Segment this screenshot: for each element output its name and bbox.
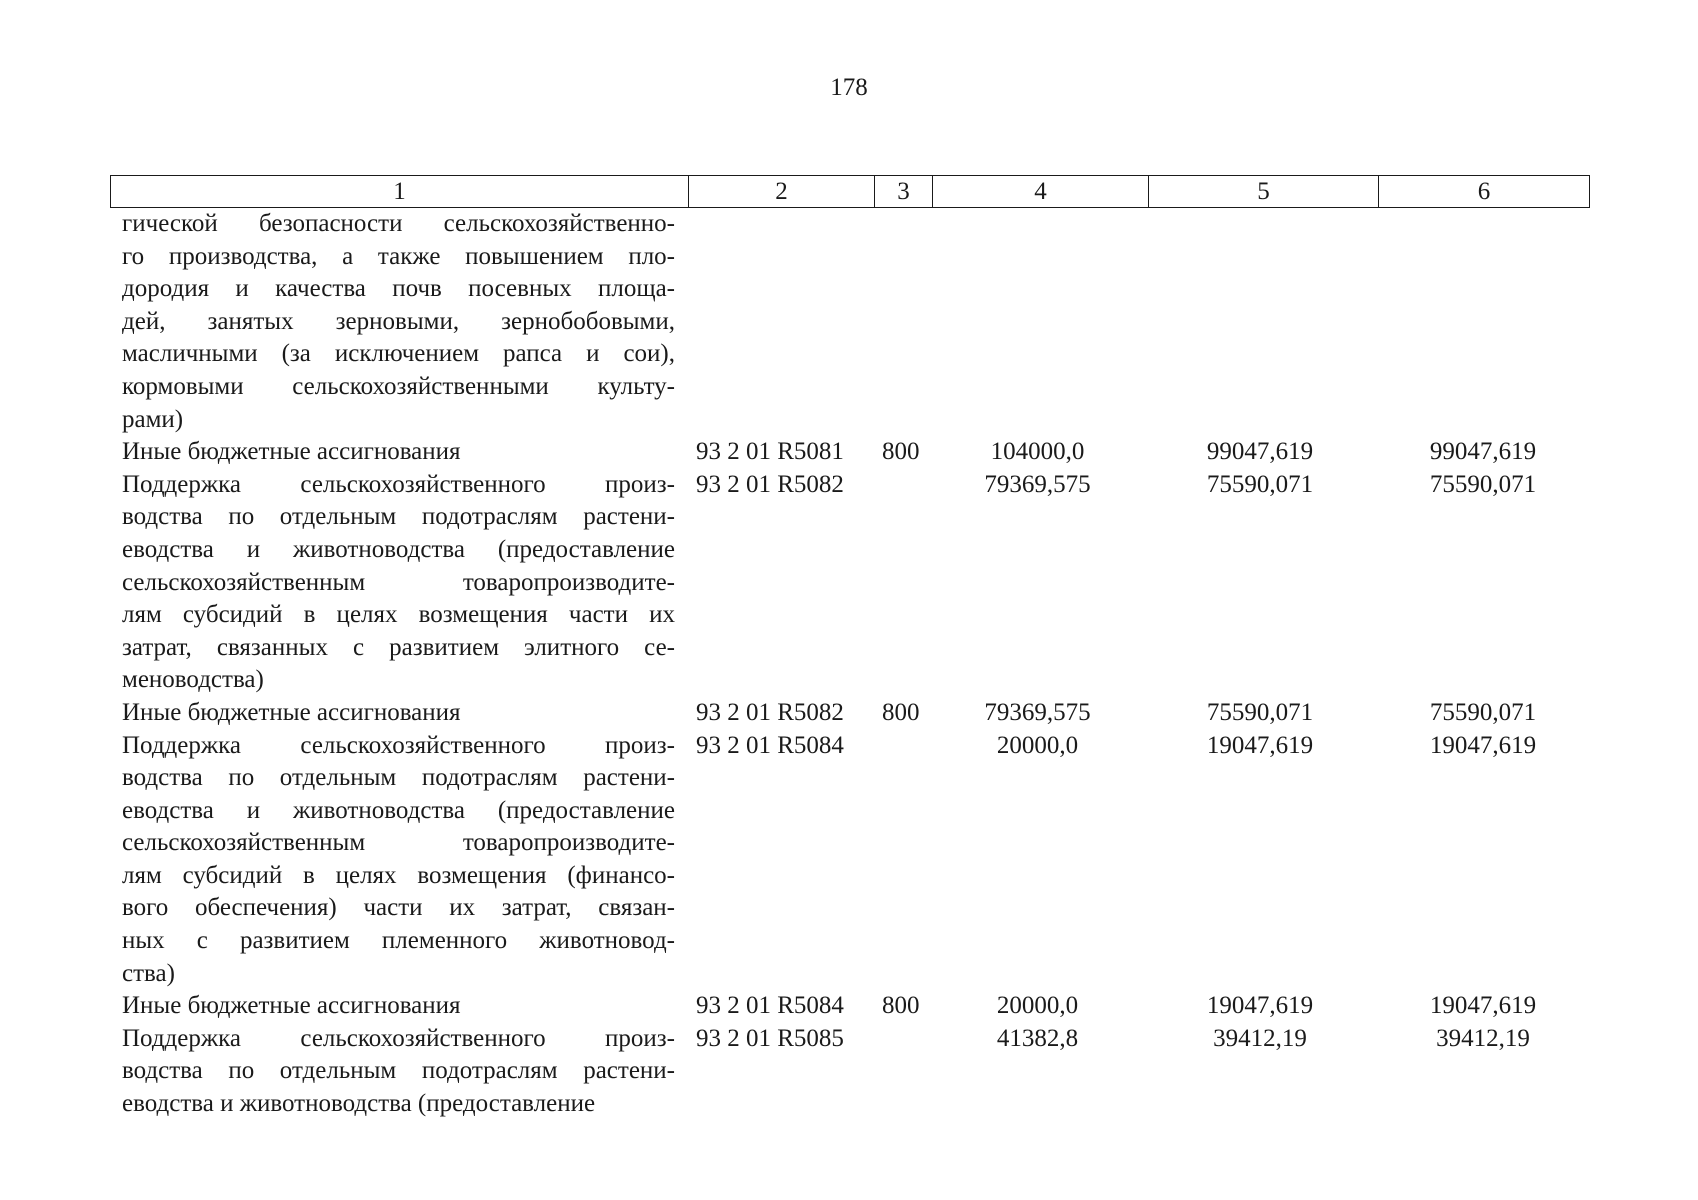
row-code: 93 2 01 R5082	[696, 470, 844, 498]
description-line: ных с развитием племенного животновод-	[122, 927, 675, 955]
row-value-col5: 19047,619	[1206, 992, 1314, 1020]
row-value-col4: 79369,575	[984, 698, 1091, 726]
row-value-col6: 19047,619	[1429, 731, 1537, 759]
row-description	[122, 208, 675, 436]
row-value-col5: 75590,071	[1206, 698, 1314, 726]
description-line: лям субсидий в целях возмещения части их	[122, 601, 675, 629]
table-body	[0, 208, 1698, 1121]
description-line: вого обеспечения) части их затрат, связан-	[122, 894, 675, 922]
description-line: сельскохозяйственным товаропроизводите-	[122, 568, 675, 596]
header-col-1: 1	[111, 176, 689, 208]
description-line: масличными (за исключением рапса и сои),	[122, 340, 675, 368]
description-line: ства)	[122, 959, 175, 987]
row-value-col4: 20000,0	[996, 992, 1079, 1020]
table-row	[0, 697, 1698, 730]
description-line: Иные бюджетные ассигнования	[122, 992, 461, 1020]
row-description	[122, 1023, 675, 1121]
row-code: 93 2 01 R5084	[696, 992, 844, 1020]
description-line: еводства и животноводства (предоставление	[122, 535, 675, 563]
description-line: Иные бюджетные ассигнования	[122, 698, 461, 726]
row-code: 93 2 01 R5085	[696, 1024, 844, 1052]
row-description	[122, 469, 675, 697]
row-expense-type: 800	[882, 992, 920, 1020]
header-col-4: 4	[933, 176, 1149, 208]
description-line: дородия и качества почв посевных площа-	[122, 275, 675, 303]
description-line: Поддержка сельскохозяйственного произ-	[122, 470, 675, 498]
row-code: 93 2 01 R5084	[696, 731, 844, 759]
row-description	[122, 730, 675, 991]
row-description	[122, 436, 675, 469]
row-value-col5: 75590,071	[1206, 470, 1314, 498]
row-value-col5: 19047,619	[1206, 731, 1314, 759]
row-expense-type: 800	[882, 698, 920, 726]
header-col-6: 6	[1379, 176, 1590, 208]
header-col-2: 2	[689, 176, 875, 208]
row-value-col6: 99047,619	[1429, 438, 1537, 466]
description-line: водства по отдельным подотраслям растени-	[122, 764, 675, 792]
description-line: Поддержка сельскохозяйственного произ-	[122, 1024, 675, 1052]
description-line: меноводства)	[122, 666, 264, 694]
header-row	[111, 176, 1590, 208]
description-line: Поддержка сельскохозяйственного произ-	[122, 731, 675, 759]
table-row	[0, 990, 1698, 1023]
row-value-col6: 19047,619	[1429, 992, 1537, 1020]
row-description	[122, 990, 675, 1023]
row-value-col4: 79369,575	[984, 470, 1091, 498]
description-line: дей, занятых зерновыми, зернобобовыми,	[122, 307, 675, 335]
table-row	[0, 730, 1698, 991]
row-description	[122, 697, 675, 730]
description-line: затрат, связанных с развитием элитного се-	[122, 633, 675, 661]
description-line: кормовыми сельскохозяйственными культу-	[122, 372, 675, 400]
row-value-col4: 41382,8	[996, 1024, 1079, 1052]
row-expense-type: 800	[882, 438, 920, 466]
table-row	[0, 208, 1698, 436]
table-row	[0, 436, 1698, 469]
description-line: водства по отдельным подотраслям растени-	[122, 1057, 675, 1085]
header-col-5: 5	[1149, 176, 1379, 208]
description-line: еводства и животноводства (предоставление	[122, 796, 675, 824]
description-line: го производства, а также повышением пло-	[122, 242, 675, 270]
row-value-col6: 39412,19	[1436, 1024, 1530, 1052]
row-value-col6: 75590,071	[1429, 698, 1537, 726]
description-line: гической безопасности сельскохозяйственно-	[122, 210, 675, 237]
description-line: лям субсидий в целях возмещения (финансо-	[122, 861, 675, 889]
row-code: 93 2 01 R5082	[696, 698, 844, 726]
row-value-col5: 99047,619	[1206, 438, 1314, 466]
table-row	[0, 1023, 1698, 1121]
row-value-col4: 20000,0	[996, 731, 1079, 759]
row-value-col4: 104000,0	[990, 438, 1085, 466]
row-value-col6: 75590,071	[1429, 470, 1537, 498]
description-line: водства по отдельным подотраслям растени-	[122, 503, 675, 531]
row-value-col5: 39412,19	[1213, 1024, 1307, 1052]
row-code: 93 2 01 R5081	[696, 438, 844, 466]
table-header	[110, 175, 1590, 208]
description-line: рами)	[122, 405, 184, 433]
description-line: еводства и животноводства (предоставление	[122, 1090, 596, 1118]
page-number: 178	[830, 74, 868, 101]
table-row	[0, 469, 1698, 697]
description-line: сельскохозяйственным товаропроизводите-	[122, 829, 675, 857]
description-line: Иные бюджетные ассигнования	[122, 438, 461, 466]
header-col-3: 3	[875, 176, 933, 208]
